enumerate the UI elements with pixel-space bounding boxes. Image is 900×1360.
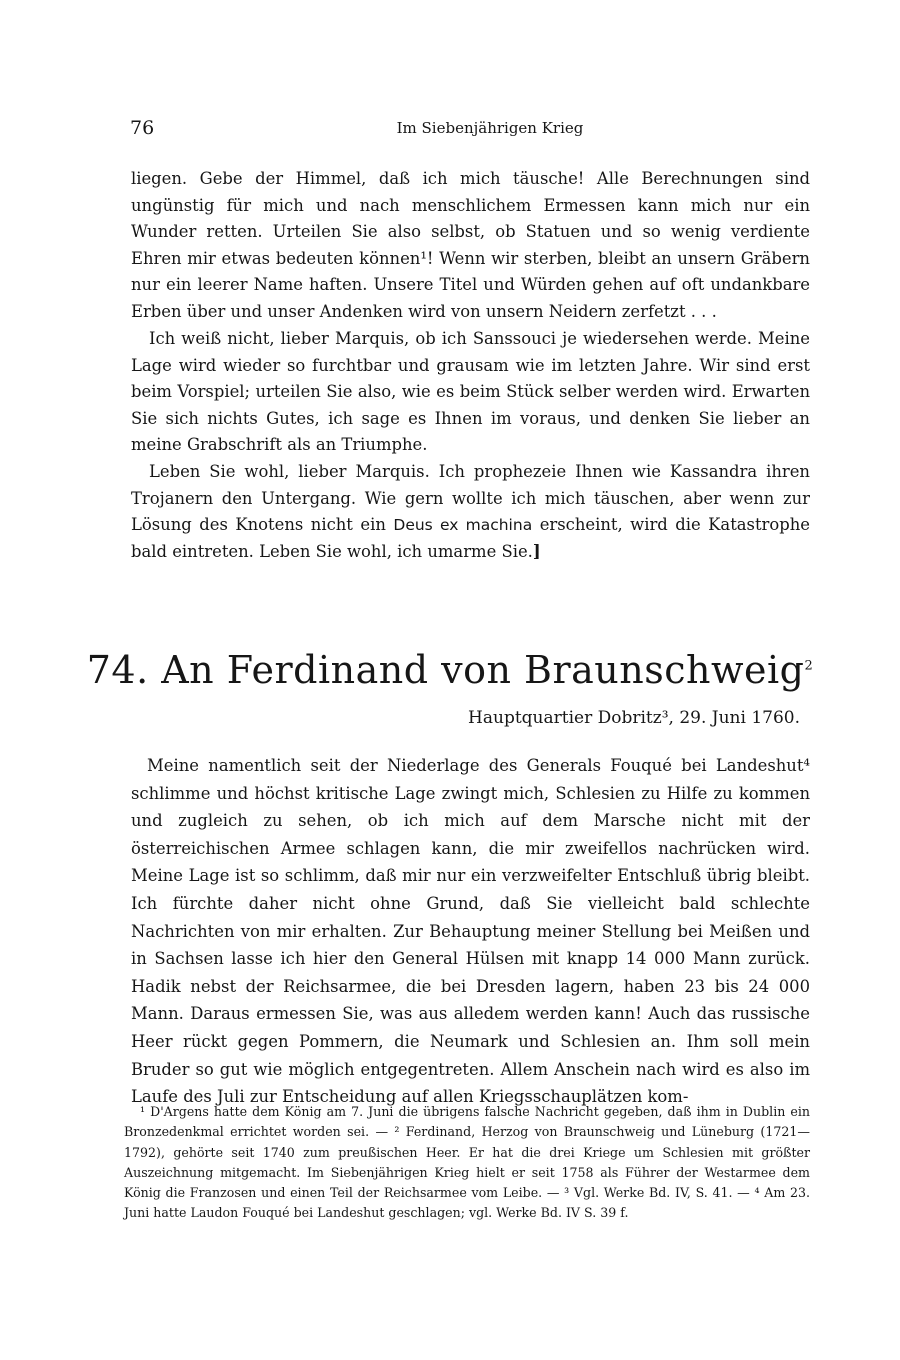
page-number: 76 bbox=[130, 117, 155, 139]
letter-74-body: Meine namentlich seit der Niederlage des Generals Fouqué bei Landeshut⁴ schlimme und höchst kritische Lage zwingt mich, Schlesien zu Hilfe zu kommen und zugleich zu sehen, ob ich mich auf dem Marsche nicht mit der österreichischen Armee schlagen kann, die mir zweifellos nachrücken wird. Meine Lage ist so schlimm, daß mir nur ein verzweifelter Entschluß übrig bleibt. Ich fürchte daher nicht ohne Grund, daß Sie vielleicht bald schlechte Nachrichten von mir erhalten. Zur Behauptung meiner Stellung bei Meißen und in Sachsen lasse ich hier den General Hülsen mit knapp 14 000 Mann zurück. Hadik nebst der Reichsarmee, die bei Dresden lagern, haben 23 bis 24 000 Mann. Daraus ermessen Sie, was aus alledem werden kann! Auch das russische Heer rückt gegen Pommern, die Neumark und Schlesien an. Ihm soll mein Bruder so gut wie möglich entgegentreten. Allem Anschein nach wird es also im Laufe des Juli zur Entscheidung auf allen Kriegsschauplätzen kom- bbox=[131, 756, 810, 1107]
paragraph-3-text-before: Leben Sie wohl, lieber Marquis. Ich prophezeie Ihnen wie Kassandra ihren Trojanern den Untergang. Wie gern wollte ich mich täuschen, aber wenn zur Lösung des Knotens nicht ein bbox=[131, 462, 810, 535]
page-header bbox=[130, 117, 810, 141]
letter-74-title bbox=[0, 648, 900, 692]
title-footnote-marker: 2 bbox=[804, 658, 814, 674]
latin-phrase: Deus ex machina bbox=[393, 516, 533, 535]
letter-title-text: 74. An Ferdinand von Braunschweig bbox=[86, 648, 805, 692]
letter-73-paragraph-3 bbox=[131, 459, 810, 565]
letter-73-paragraph-1: liegen. Gebe der Himmel, daß ich mich täusche! Alle Berechnungen sind ungünstig für mich und nach menschlichem Ermessen kann mich nur ein Wunder retten. Urteilen Sie also selbst, ob Statuen und so wenig verdiente Ehren mir etwas bedeuten können¹! Wenn wir sterben, bleibt an unsern Gräbern nur ein leerer Name haften. Unsere Titel und Würden gehen auf oft undankbare Erben über und unser Andenken wird von unsern Neidern zerfetzt . . . bbox=[131, 169, 810, 321]
running-head: Im Siebenjährigen Krieg bbox=[396, 119, 584, 137]
letter-73-paragraph-2: Ich weiß nicht, lieber Marquis, ob ich Sanssouci je wiedersehen werde. Meine Lage wird wieder so furchtbar und grausam wie im letzten Jahre. Wir sind erst beim Vorspiel; urteilen Sie also, wie es beim Stück selber werden wird. Erwarten Sie sich nichts Gutes, ich sage es Ihnen im voraus, und denken Sie lieber an meine Grabschrift als an Triumphe. bbox=[131, 329, 810, 455]
letter-dateline: Hauptquartier Dobritz³, 29. Juni 1760. bbox=[468, 708, 800, 728]
footnotes: ¹ D'Argens hatte dem König am 7. Juni die übrigens falsche Nachricht gegeben, daß ihm in Dublin ein Bronzedenkmal errichtet worden sei. — ² Ferdinand, Herzog von Braunschweig und Lüneburg (1721—1792), gehörte seit 1740 zum preußischen Heer. Er hat die drei Kriege um Schlesien mit größter Auszeichnung mitgemacht. Im Siebenjährigen Krieg hielt er seit 1758 als Führer der Westarmee dem König die Franzosen und einen Teil der Reichsarmee vom Leibe. — ³ Vgl. Werke Bd. IV, S. 41. — ⁴ Am 23. Juni hatte Laudon Fouqué bei Landeshut geschlagen; vgl. Werke Bd. IV S. 39 f. bbox=[124, 1104, 810, 1221]
closing-bracket: ] bbox=[532, 541, 541, 561]
paragraph-3-text-after: erscheint, wird die Katastrophe bald eintreten. Leben Sie wohl, ich umarme Sie. bbox=[131, 515, 811, 561]
